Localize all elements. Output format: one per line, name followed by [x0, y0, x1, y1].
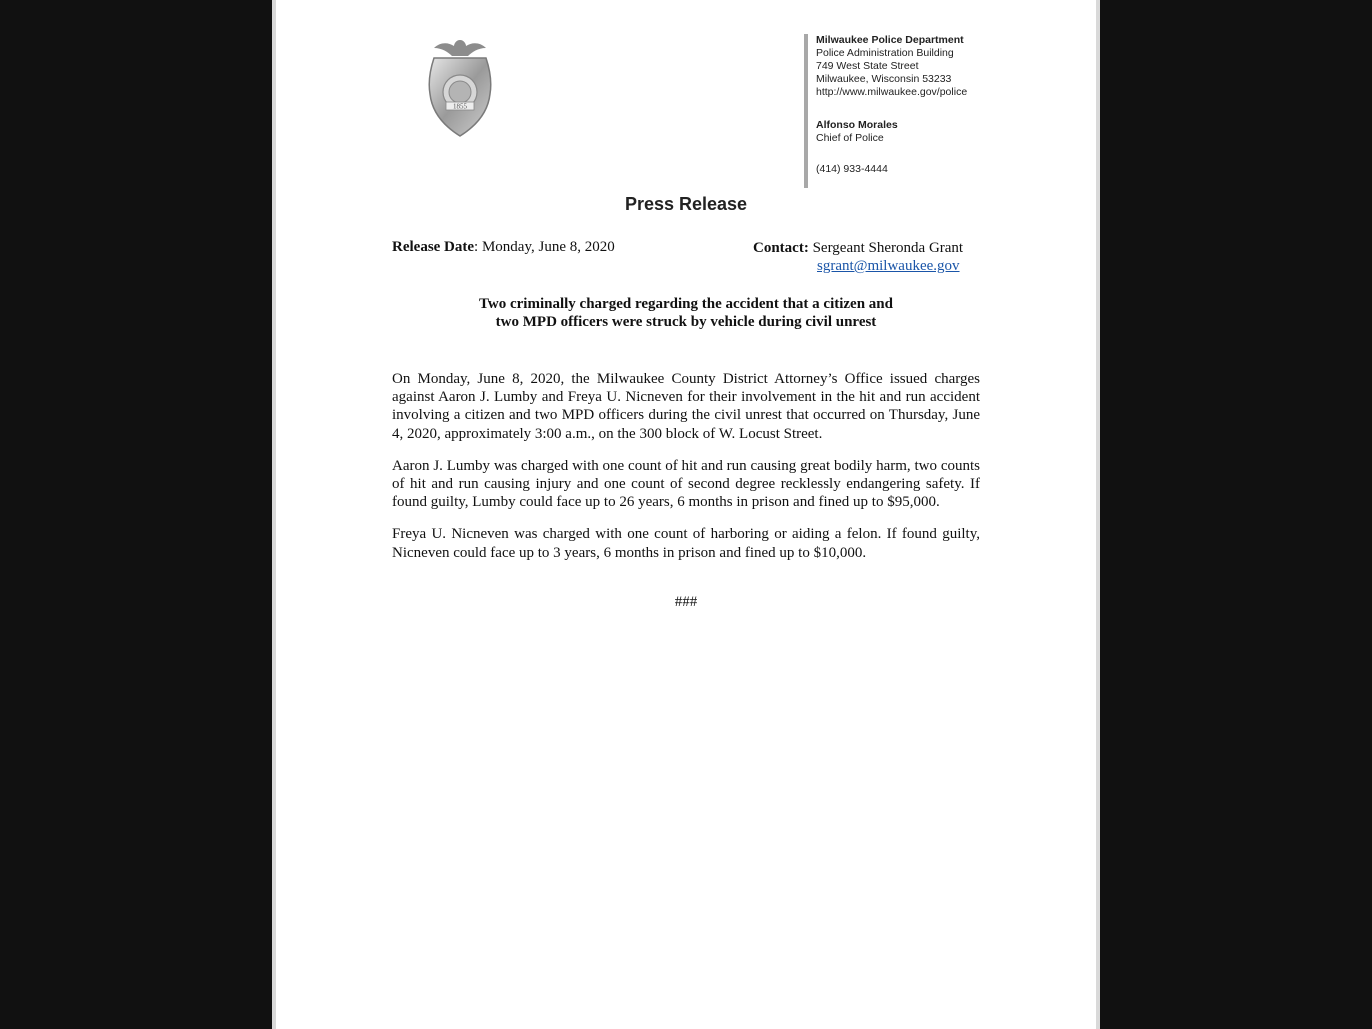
- street-address: 749 West State Street: [816, 60, 919, 72]
- document-page: [272, 0, 1100, 1029]
- document-title: Press Release: [624, 194, 748, 214]
- end-mark: ###: [674, 594, 698, 610]
- headline-line-1: Two criminally charged regarding the accident that a citizen and: [479, 296, 893, 312]
- press-headline: [392, 295, 980, 331]
- release-date-line: [392, 239, 615, 256]
- contact-label: Contact:: [753, 240, 809, 256]
- headline-line-2: two MPD officers were struck by vehicle during civil unrest: [495, 314, 877, 330]
- body-paragraph: Aaron J. Lumby was charged with one count of hit and run causing great bodily harm, two counts of hit and run causing injury and one count of second degree recklessly endangering safety. If found guilty, Lumby could face up to 26 years, 6 months in prison and fined up to $95,000.: [392, 457, 980, 511]
- website-url[interactable]: http://www.milwaukee.gov/police: [816, 86, 968, 98]
- press-body: [392, 370, 980, 576]
- department-contact-block: [804, 34, 994, 188]
- building-name: Police Administration Building: [816, 47, 954, 59]
- release-date-value: : Monday, June 8, 2020: [474, 239, 615, 255]
- body-paragraph: On Monday, June 8, 2020, the Milwaukee County District Attorney’s Office issued charges against Aaron J. Lumby and Freya U. Nicneven for their involvement in the hit and run accident involving a citizen and two MPD officers during the civil unrest that occurred on Thursday, June 4, 2020, approximately 3:00 a.m., on the 300 block of W. Locust Street.: [392, 371, 980, 442]
- body-paragraph: Freya U. Nicneven was charged with one count of harboring or aiding a felon. If found guilty, Nicneven could face up to 3 years, 6 months in prison and fined up to $10,000.: [392, 526, 980, 561]
- contact-email-link[interactable]: sgrant@milwaukee.gov: [817, 258, 960, 274]
- contact-name: Sergeant Sheronda Grant: [808, 240, 964, 256]
- chief-title: Chief of Police: [816, 132, 884, 144]
- city-address: Milwaukee, Wisconsin 53233: [816, 73, 952, 85]
- department-phone: (414) 933-4444: [816, 163, 888, 175]
- badge-year: 1855: [453, 102, 467, 111]
- release-date-label: Release Date: [392, 239, 475, 255]
- department-name: Milwaukee Police Department: [816, 34, 964, 46]
- contact-block: [753, 239, 963, 275]
- badge-icon: [420, 36, 500, 140]
- chief-name: Alfonso Morales: [816, 119, 898, 131]
- police-badge-logo: [420, 36, 500, 140]
